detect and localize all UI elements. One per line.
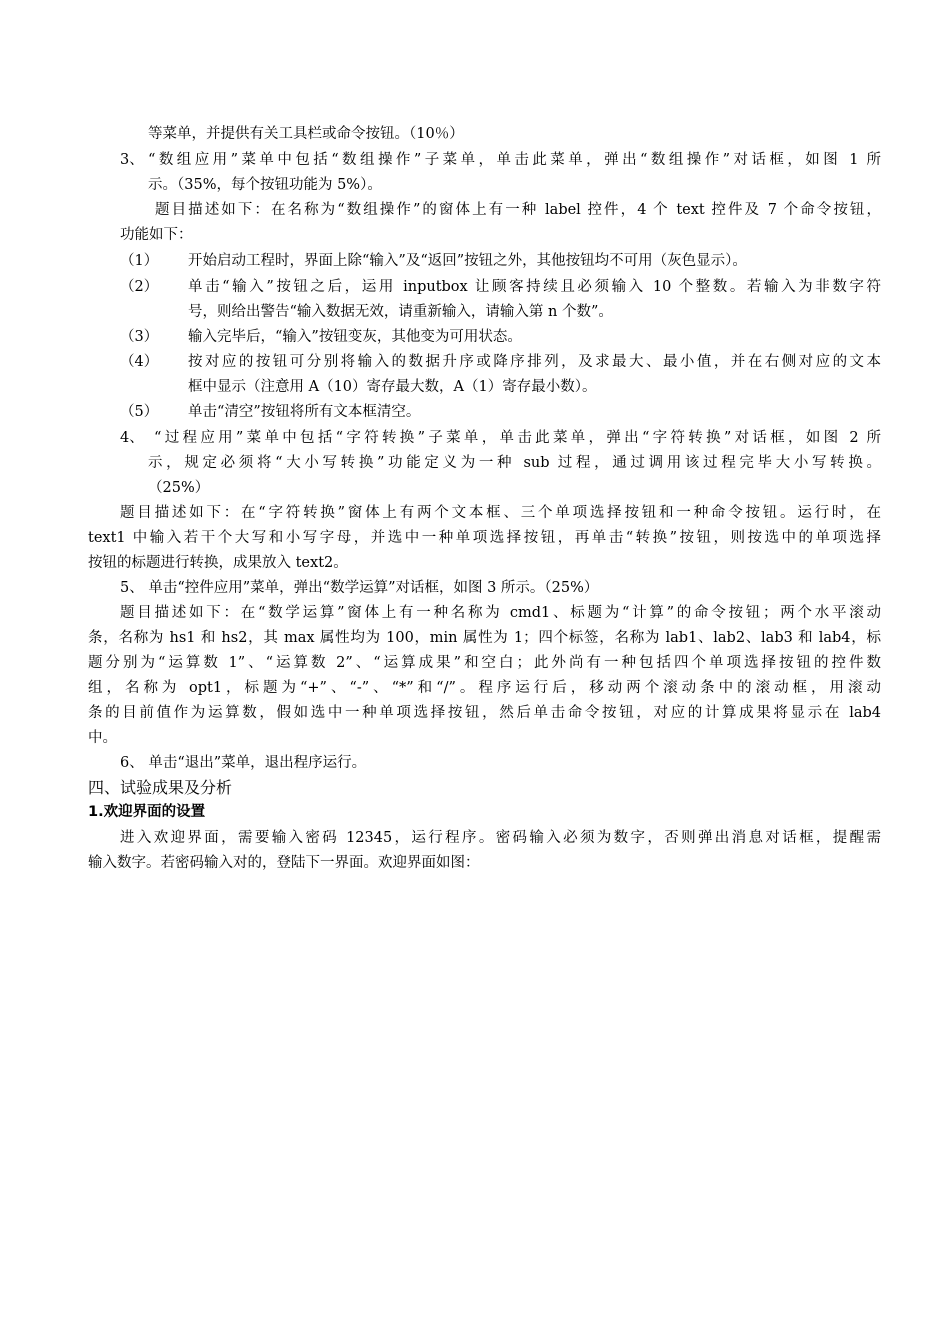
subitem-4-number: （4）	[120, 354, 159, 370]
item4-line-1: “过程应用”菜单中包括“字符转换”子菜单，单击此菜单，弹出“字符转换”对话框，如图 2 所	[154, 430, 881, 446]
item5-desc-line-2: 条，名称为 hs1 和 hs2，其 max 属性均为 100，min 属性为 1；四个标签，名称为 lab1、lab2、lab3 和 lab4，标	[88, 630, 881, 646]
item3-desc-line-2: 功能如下：	[120, 227, 193, 243]
item4-desc-line-2: text1 中输入若干个大写和小写字母，并选中一种单项选择按钮，再单击“转换”按钮，则按选中的单项选择	[88, 530, 881, 546]
section-heading: 四、试验成果及分析	[88, 778, 233, 797]
subitem-2-number: （2）	[120, 279, 159, 295]
subitem-4-line-2: 框中显示（注意用 A（10）寄存最大数，A（1）寄存最小数）。	[188, 379, 597, 395]
item4-line-2: 示，规定必须将“大小写转换”功能定义为一种 sub 过程，通过调用该过程完毕大小写转换。	[148, 455, 881, 471]
subitem-1-line-1: 开始启动工程时，界面上除“输入”及“返回”按钮之外，其他按钮均不可用（灰色显示）。	[188, 253, 747, 269]
item5-desc-line-4: 组，名称为 opt1，标题为“+”、“-”、“*”和“/”。程序运行后，移动两个滚动条中的滚动框，用滚动	[88, 680, 881, 696]
subitem-3-number: （3）	[120, 329, 159, 345]
item3-line-1: “数组应用”菜单中包括“数组操作”子菜单，单击此菜单，弹出“数组操作”对话框，如图 1 所	[148, 152, 881, 168]
intro-line: 等菜单，并提供有关工具栏或命令按钮。（10％）	[148, 126, 464, 142]
subitem-5-number: （5）	[120, 404, 159, 420]
subitem-2-line-1: 单击“输入”按钮之后，运用 inputbox 让顾客持续且必须输入 10 个整数。若输入为非数字符	[188, 279, 881, 295]
section-para-line-1: 进入欢迎界面，需要输入密码 12345，运行程序。密码输入必须为数字，否则弹出消息对话框，提醒需	[120, 830, 881, 846]
item4-desc-line-3: 按钮的标题进行转换，成果放入 text2。	[88, 555, 348, 571]
item3-number: 3、	[120, 152, 144, 168]
item3-desc-line-1: 题目描述如下：在名称为“数组操作”的窗体上有一种 label 控件，4 个 text 控件及 7 个命令按钮，	[155, 202, 881, 218]
item5-desc-line-3: 题分别为“运算数 1”、“运算数 2”、“运算成果”和空白；此外尚有一种包括四个单项选择按钮的控件数	[88, 655, 881, 671]
item5-desc-line-6: 中。	[88, 730, 117, 746]
subsection-heading: 1.欢迎界面的设置	[88, 804, 206, 820]
item6-line: 6、 单击“退出”菜单，退出程序运行。	[120, 755, 367, 771]
subitem-2-line-2: 号，则给出警告“输入数据无效，请重新输入，请输入第 n 个数”。	[188, 304, 613, 320]
subitem-1-number: （1）	[120, 253, 159, 269]
item5-desc-line-5: 条的目前值作为运算数，假如选中一种单项选择按钮，然后单击命令按钮，对应的计算成果将显示在 lab4	[88, 705, 881, 721]
section-para-line-2: 输入数字。若密码输入对的，登陆下一界面。欢迎界面如图：	[88, 855, 480, 871]
subitem-4-line-1: 按对应的按钮可分别将输入的数据升序或降序排列，及求最大、最小值，并在右侧对应的文本	[188, 354, 881, 370]
item5-line: 5、 单击“控件应用”菜单，弹出“数学运算”对话框，如图 3 所示。（25%）	[120, 580, 599, 596]
item3-line-2: 示。（35%，每个按钮功能为 5%）。	[148, 177, 382, 193]
item5-desc-line-1: 题目描述如下：在“数学运算”窗体上有一种名称为 cmd1、标题为“计算”的命令按钮；两个水平滚动	[120, 605, 881, 621]
subitem-5-line-1: 单击“清空”按钮将所有文本框清空。	[188, 404, 421, 420]
subitem-3-line-1: 输入完毕后，“输入”按钮变灰，其他变为可用状态。	[188, 329, 522, 345]
item4-number: 4、	[120, 430, 144, 446]
item4-line-3: （25%）	[148, 480, 210, 496]
item4-desc-line-1: 题目描述如下：在“字符转换”窗体上有两个文本框、三个单项选择按钮和一种命令按钮。运行时，在	[120, 505, 881, 521]
